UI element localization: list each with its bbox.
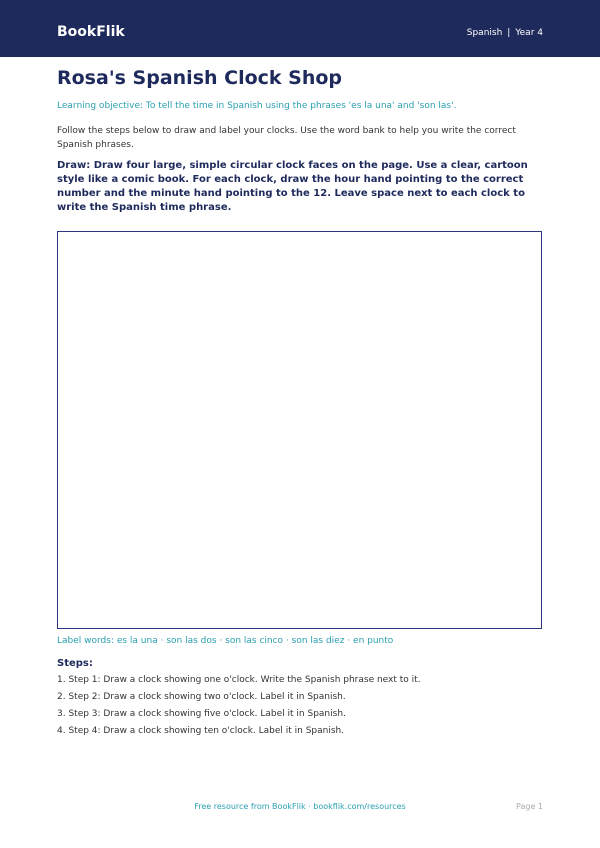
header-bar	[0, 0, 600, 57]
subject-label: Spanish	[466, 28, 503, 38]
header-meta	[467, 27, 543, 39]
drawing-area[interactable]	[57, 231, 542, 629]
page-title: Rosa's Spanish Clock Shop	[57, 67, 343, 89]
step-item: 4. Step 4: Draw a clock showing ten o'clock. Label it in Spanish.	[57, 726, 345, 736]
label-words: Label words: es la una · son las dos · son las cinco · son las diez · en punto	[57, 636, 394, 646]
step-item: 1. Step 1: Draw a clock showing one o'clock. Write the Spanish phrase next to it.	[57, 675, 421, 685]
instructions-text: Follow the steps below to draw and label your clocks. Use the word bank to help you write the correct Spanish phrases.	[57, 126, 516, 150]
brand-logo[interactable]: BookFlik	[57, 24, 125, 40]
draw-prompt: Draw: Draw four large, simple circular clock faces on the page. Use a clear, cartoon style like a comic book. For each clock, draw the hour hand pointing to the correct number and the minute hand pointing to the 12. Leave space next to each clock to write the Spanish time phrase.	[57, 160, 528, 213]
step-item: 3. Step 3: Draw a clock showing five o'clock. Label it in Spanish.	[57, 709, 346, 719]
step-item: 2. Step 2: Draw a clock showing two o'clock. Label it in Spanish.	[57, 692, 346, 702]
meta-separator: |	[507, 28, 511, 38]
page-number: Page 1	[516, 802, 543, 811]
steps-heading: Steps:	[57, 658, 93, 669]
steps-list	[57, 674, 421, 742]
learning-objective: Learning objective: To tell the time in Spanish using the phrases 'es la una' and 'son las'.	[57, 101, 457, 111]
year-label: Year 4	[515, 28, 543, 38]
footer-link[interactable]: Free resource from BookFlik · bookflik.com/resources	[194, 802, 406, 811]
